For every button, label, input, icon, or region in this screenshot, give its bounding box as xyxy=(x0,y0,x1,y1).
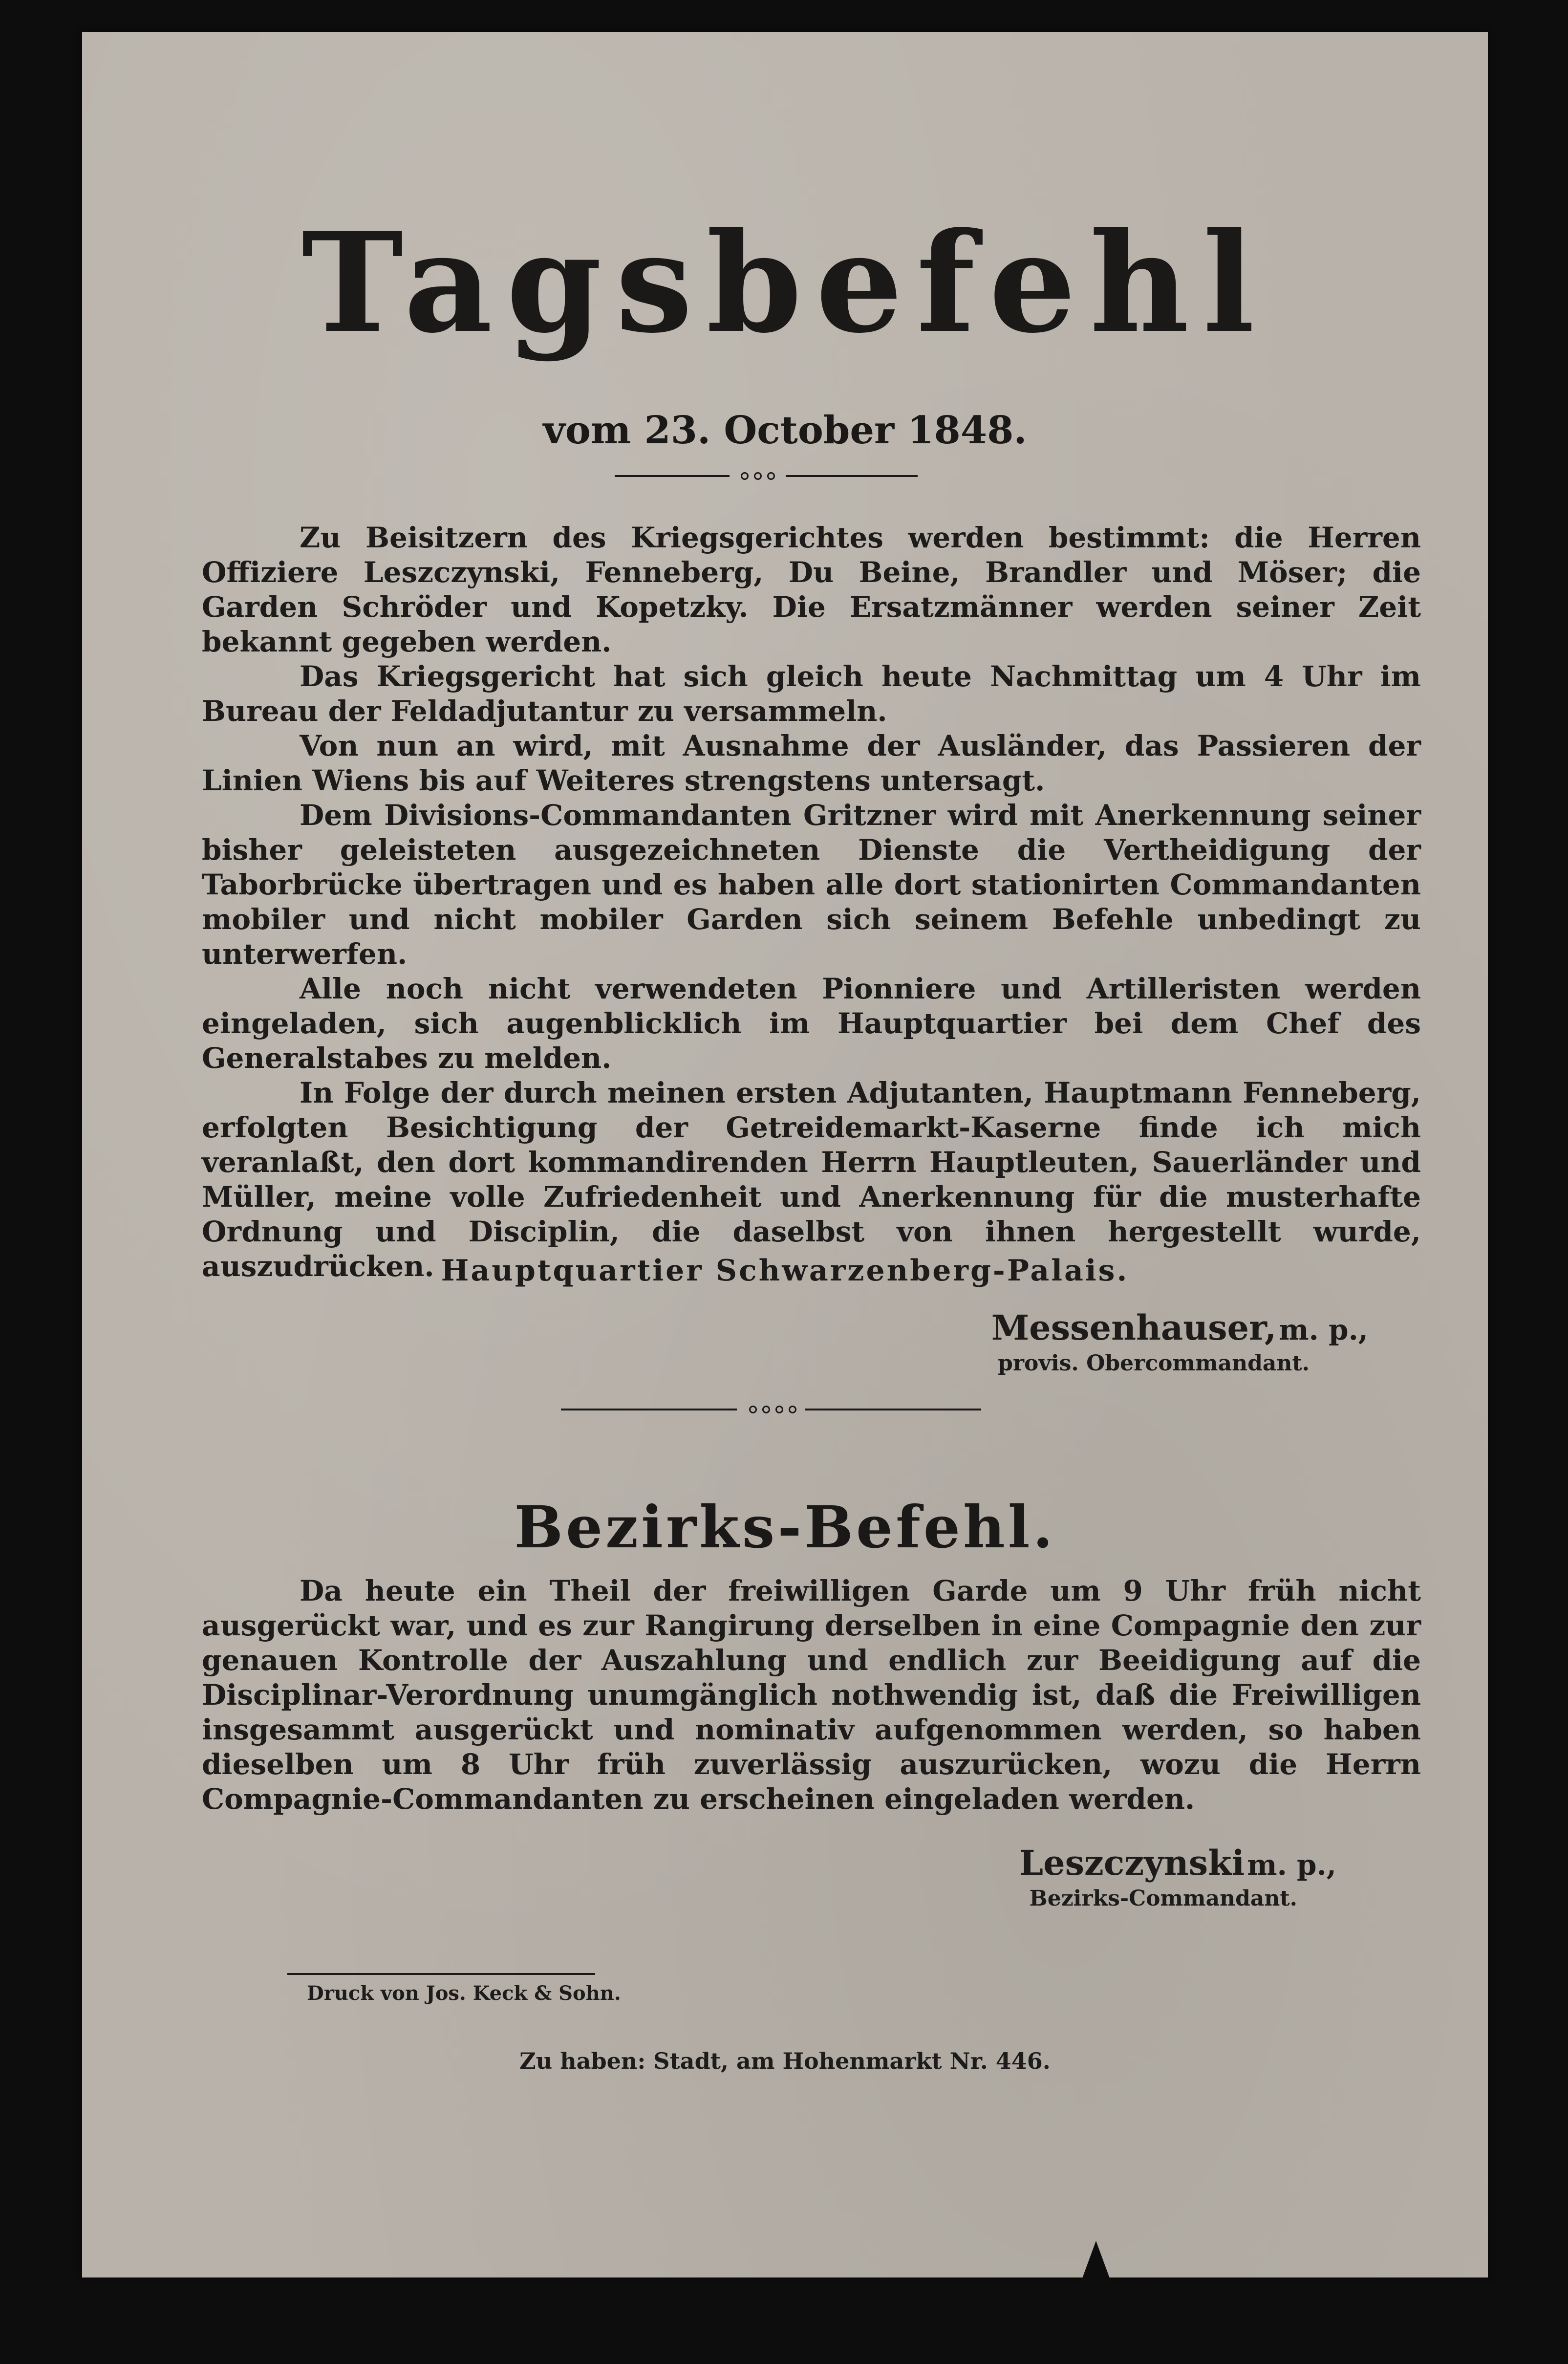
paragraph-commendation: In Folge der durch meinen ersten Adjutanten, Hauptmann Fenneberg, erfolgten Besichtigung der Getreidemarkt-Kaserne finde ich mich veranlaßt, den dort kommandirenden Herrn Hauptleuten, Sauerländer und Müller, meine volle Zufriedenheit und Anerkennung für die musterhafte Ordnung und Disciplin, die daselbst von ihnen hergestellt wurde, auszudrücken. xyxy=(202,1076,1421,1283)
poster-sheet xyxy=(82,32,1488,2277)
divider-ornament-middle xyxy=(561,1404,981,1415)
divider-ornament-top xyxy=(615,471,918,481)
paragraph-assessors: Zu Beisitzern des Kriegsgerichtes werden bestimmt: die Herren Offiziere Leszczynski, Fenneberg, Du Beine, Brandler und Möser; die Garden Schröder und Kopetzky. Die Ersatzmänner werden seiner Zeit bekannt gegeben werden. xyxy=(202,521,1421,658)
signature-block-commander xyxy=(991,1307,1368,1376)
document-date: vom 23. October 1848. xyxy=(543,408,1027,453)
paragraph-tabor-bridge: Dem Divisions-Commandanten Gritzner wird mit Anerkennung seiner bisher geleisteten ausgezeichneten Dienste die Vertheidigung der Taborbrücke übertragen und es haben alle dort stationirten Commandanten mobiler und nicht mobiler Garden sich seinem Befehle unbedingt zu unterwerfen. xyxy=(202,799,1421,971)
signature-name: Messenhauser, xyxy=(991,1307,1277,1348)
paragraph-district-order: Da heute ein Theil der freiwilligen Garde um 9 Uhr früh nicht ausgerückt war, und es zur Rangirung derselben in eine Compagnie den zur genauen Kontrolle der Auszahlung und endlich zur Beeidigung auf die Disciplinar-Verordnung unumgänglich nothwendig ist, daß die Freiwilligen insgesammt ausgerückt und nominativ aufgenommen werden, so haben dieselben um 8 Uhr früh zuverlässig auszurücken, wozu die Herrn Compagnie-Commandanten zu erscheinen eingeladen werden. xyxy=(202,1574,1421,1816)
signature-mp: m. p., xyxy=(1247,1848,1336,1882)
printer-imprint: Druck von Jos. Keck & Sohn. xyxy=(307,1982,621,2005)
headquarters-line: Hauptquartier Schwarzenberg-Palais. xyxy=(441,1254,1129,1288)
signature-name: Leszczynski xyxy=(1019,1843,1245,1883)
signature-mp: m. p., xyxy=(1279,1313,1368,1346)
availability-note: Zu haben: Stadt, am Hohenmarkt Nr. 446. xyxy=(519,2048,1051,2074)
signature-block-district xyxy=(1019,1843,1336,1911)
signature-rank: provis. Obercommandant. xyxy=(998,1351,1310,1376)
document-title: Tagsbefehl xyxy=(301,203,1268,364)
paragraph-passage-ban: Von nun an wird, mit Ausnahme der Ausländer, das Passieren der Linien Wiens bis auf Weiteres strengstens untersagt. xyxy=(202,729,1421,797)
printer-rule xyxy=(287,1973,595,1975)
paragraph-court-meeting: Das Kriegsgericht hat sich gleich heute Nachmittag um 4 Uhr im Bureau der Feldadjutantur zu versammeln. xyxy=(202,660,1421,728)
paragraph-pioneers: Alle noch nicht verwendeten Pionniere und Artilleristen werden eingeladen, sich augenblicklich im Hauptquartier bei dem Chef des Generalstabes zu melden. xyxy=(202,972,1421,1075)
district-order-body xyxy=(202,1574,1421,1817)
signature-rank: Bezirks-Commandant. xyxy=(1029,1886,1297,1911)
district-order-title: Bezirks-Befehl. xyxy=(514,1493,1056,1561)
order-body xyxy=(202,521,1421,1284)
paper-tear xyxy=(1069,2241,1123,2314)
